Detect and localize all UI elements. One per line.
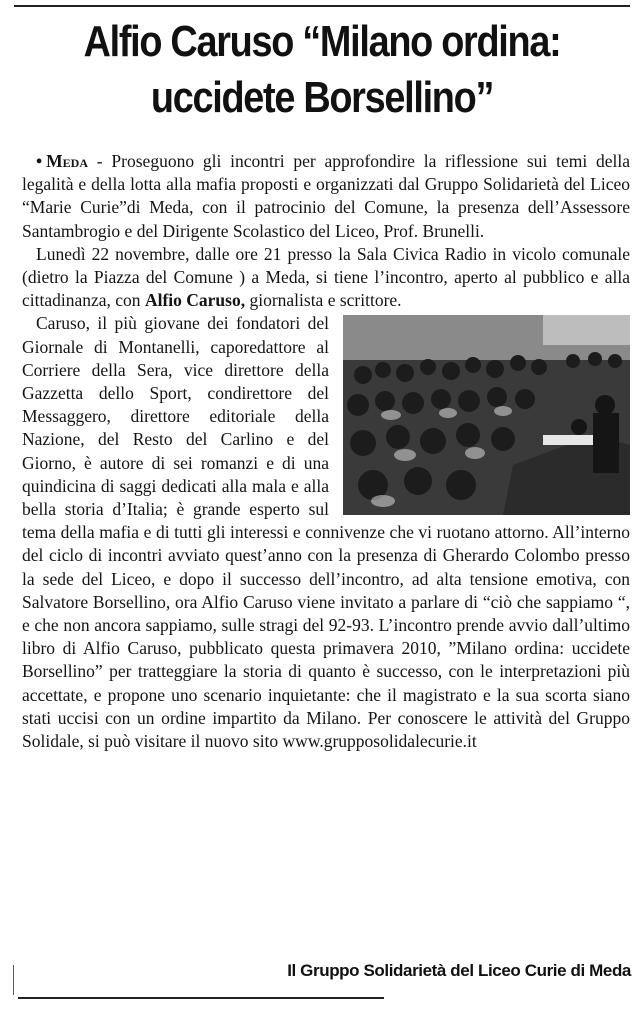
top-rule [14, 5, 630, 7]
paragraph-event-text: Lunedì 22 novembre, dalle ore 21 presso la Sala Civica Radio in vicolo comunale (dietro la Piazza del Comune ) a Meda, si tiene l’incontro, aperto al pubblico e alla cittadinanza, con [22, 243, 630, 311]
dateline: Meda [46, 151, 88, 171]
headline-line-1: Alfio Caruso “Milano ordina: [83, 17, 561, 66]
headline-line-2: uccidete Borsellino” [150, 73, 494, 122]
audience-photo-image [343, 315, 630, 515]
paragraph-biography-text: Caruso, il più giovane dei fondatori del Giornale di Montanelli, caporedattore al Corriere della Sera, vice direttore della Gazzetta dello Sport, condirettore del Messaggero, direttore editoriale della Nazione, del Resto del Carlino e del Giorno, è autore di sei romanzi e di una quindicina di saggi dedicati alla mala e alla bella storia d’Italia; è grande esperto sul tema della mafia e di tutti gli interessi e connivenze che vi ruotano attorno. All’interno del ciclo di incontri avviato quest’anno con la presenza di Gherardo Colombo presso la sede del Liceo, e dopo il successo dell’incontro, ad alta tensione emotiva, con Salvatore Borsellino, ora Alfio Caruso viene invitato a parlare di “ciò che sappiamo “, e che non ancora sappiamo, sulle stragi del 92-93. L’incontro prende avvio dall’ultimo libro di Alfio Caruso, pubblicato questa primavera 2010, ”Milano ordina: uccidete Borsellino” per tratteggiare la storia di quanto è successo, con le interpretazioni più accettate, e propone uno scenario inquietante: che il magistrato e la sua scorta siano stati uccisi con un ordine impartito da Milano. Per conoscere le attività del Gruppo Solidale, si può visitare il nuovo sito www.grupposolidalecurie.it [22, 313, 630, 752]
paragraph-intro [22, 150, 630, 243]
paragraph-event [22, 243, 630, 313]
audience-photo [343, 315, 630, 515]
signature: Il Gruppo Solidarietà del Liceo Curie di Meda [287, 961, 631, 980]
headline [57, 14, 587, 126]
article-body [22, 150, 630, 753]
margin-line [13, 965, 14, 995]
paragraph-intro-text: - Proseguono gli incontri per approfondire la riflessione sui temi della legalità e della lotta alla mafia proposti e organizzati dal Gruppo Solidarietà del Liceo “Marie Curie”di Meda, con il patrocinio del Comune, la presenza dell’Assessore Santambrogio e del Dirigente Scolastico del Liceo, Prof. Brunelli. [22, 151, 630, 241]
bullet-icon: • [36, 151, 43, 171]
guest-name: Alfio Caruso, [144, 290, 246, 311]
bottom-rule [18, 997, 384, 999]
paragraph-event-tail: giornalista e scrittore. [245, 290, 402, 311]
